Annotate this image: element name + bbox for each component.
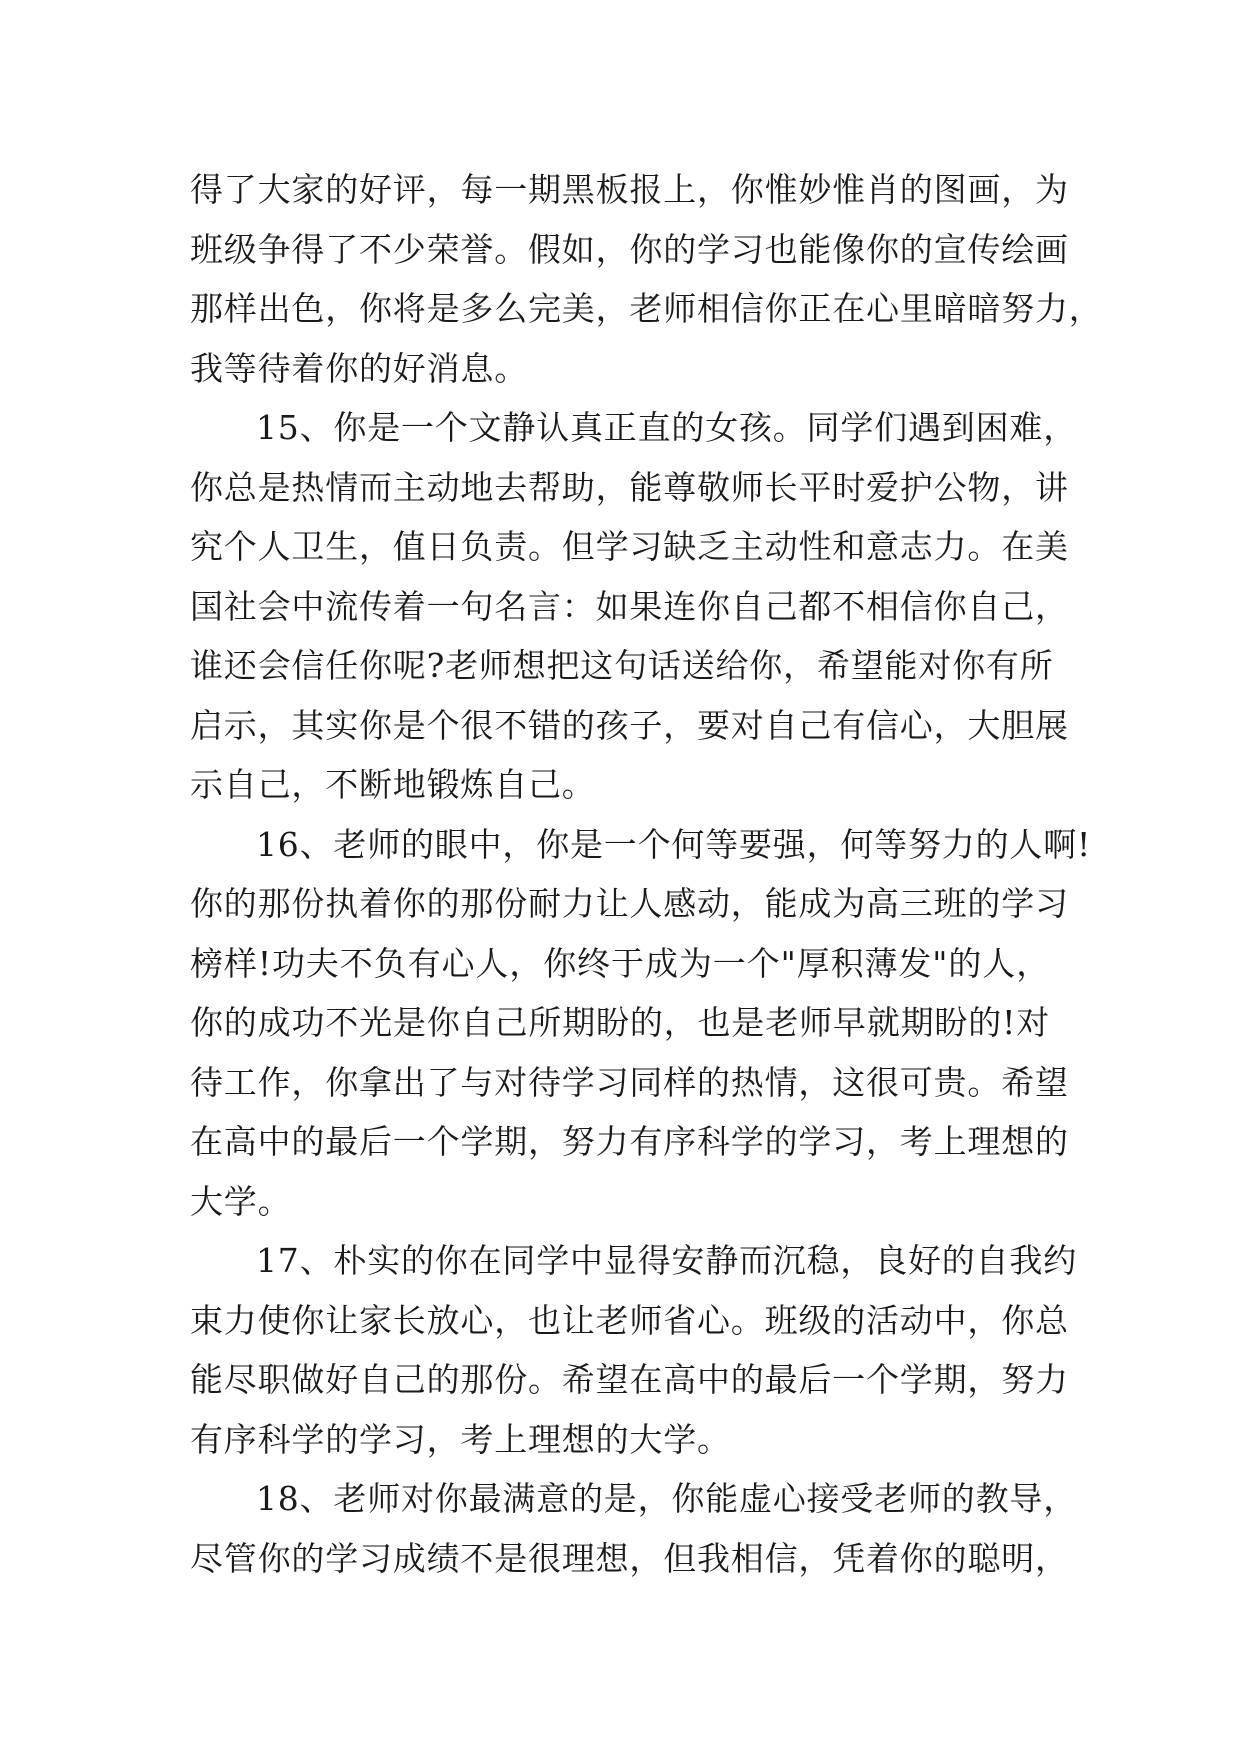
text-line: 待工作，你拿出了与对待学习同样的热情，这很可贵。希望 (190, 1062, 1069, 1102)
text-line: 尽管你的学习成绩不是很理想，但我相信，凭着你的聪明， (190, 1538, 1069, 1578)
text-line: 谁还会信任你呢?老师想把这句话送给你，希望能对你有所 (190, 646, 1054, 685)
paragraph-start-line: 15、你是一个文静认真正直的女孩。同学们遇到困难， (256, 408, 1077, 447)
text-line: 你的成功不光是你自己所期盼的，也是老师早就期盼的!对 (190, 1003, 1050, 1042)
text-line: 那样出色，你将是多么完美，老师相信你正在心里暗暗努力， (190, 289, 1103, 328)
text-line: 我等待着你的好消息。 (190, 348, 528, 388)
text-line: 能尽职做好自己的那份。希望在高中的最后一个学期，努力 (190, 1360, 1069, 1399)
document-body (190, 160, 1103, 1588)
paragraph-start-line: 16、老师的眼中，你是一个何等要强，何等努力的人啊! (256, 824, 1092, 864)
text-line: 大学。 (190, 1181, 292, 1221)
text-line: 得了大家的好评，每一期黑板报上，你惟妙惟肖的图画，为 (190, 170, 1069, 209)
text-line: 示自己，不断地锻炼自己。 (190, 765, 596, 804)
text-line: 束力使你让家长放心，也让老师省心。班级的活动中，你总 (190, 1300, 1069, 1340)
text-line: 启示，其实你是个很不错的孩子，要对自己有信心，大胆展 (190, 705, 1069, 745)
text-line: 有序科学的学习，考上理想的大学。 (190, 1419, 731, 1459)
text-line: 你总是热情而主动地去帮助，能尊敬师长平时爱护公物，讲 (190, 467, 1069, 507)
text-line: 你的那份执着你的那份耐力让人感动，能成为高三班的学习 (190, 884, 1069, 923)
text-line: 榜样!功夫不负有心人，你终于成为一个"厚积薄发"的人， (190, 943, 1050, 983)
text-line: 国社会中流传着一句名言：如果连你自己都不相信你自己， (190, 586, 1069, 626)
text-line: 班级争得了不少荣誉。假如，你的学习也能像你的宣传绘画 (190, 229, 1069, 269)
text-line: 究个人卫生，值日负责。但学习缺乏主动性和意志力。在美 (190, 527, 1069, 566)
paragraph-start-line: 18、老师对你最满意的是，你能虚心接受老师的教导， (256, 1479, 1077, 1518)
text-line: 在高中的最后一个学期，努力有序科学的学习，考上理想的 (190, 1122, 1069, 1161)
paragraph-start-line: 17、朴实的你在同学中显得安静而沉稳，良好的自我约 (256, 1241, 1077, 1280)
